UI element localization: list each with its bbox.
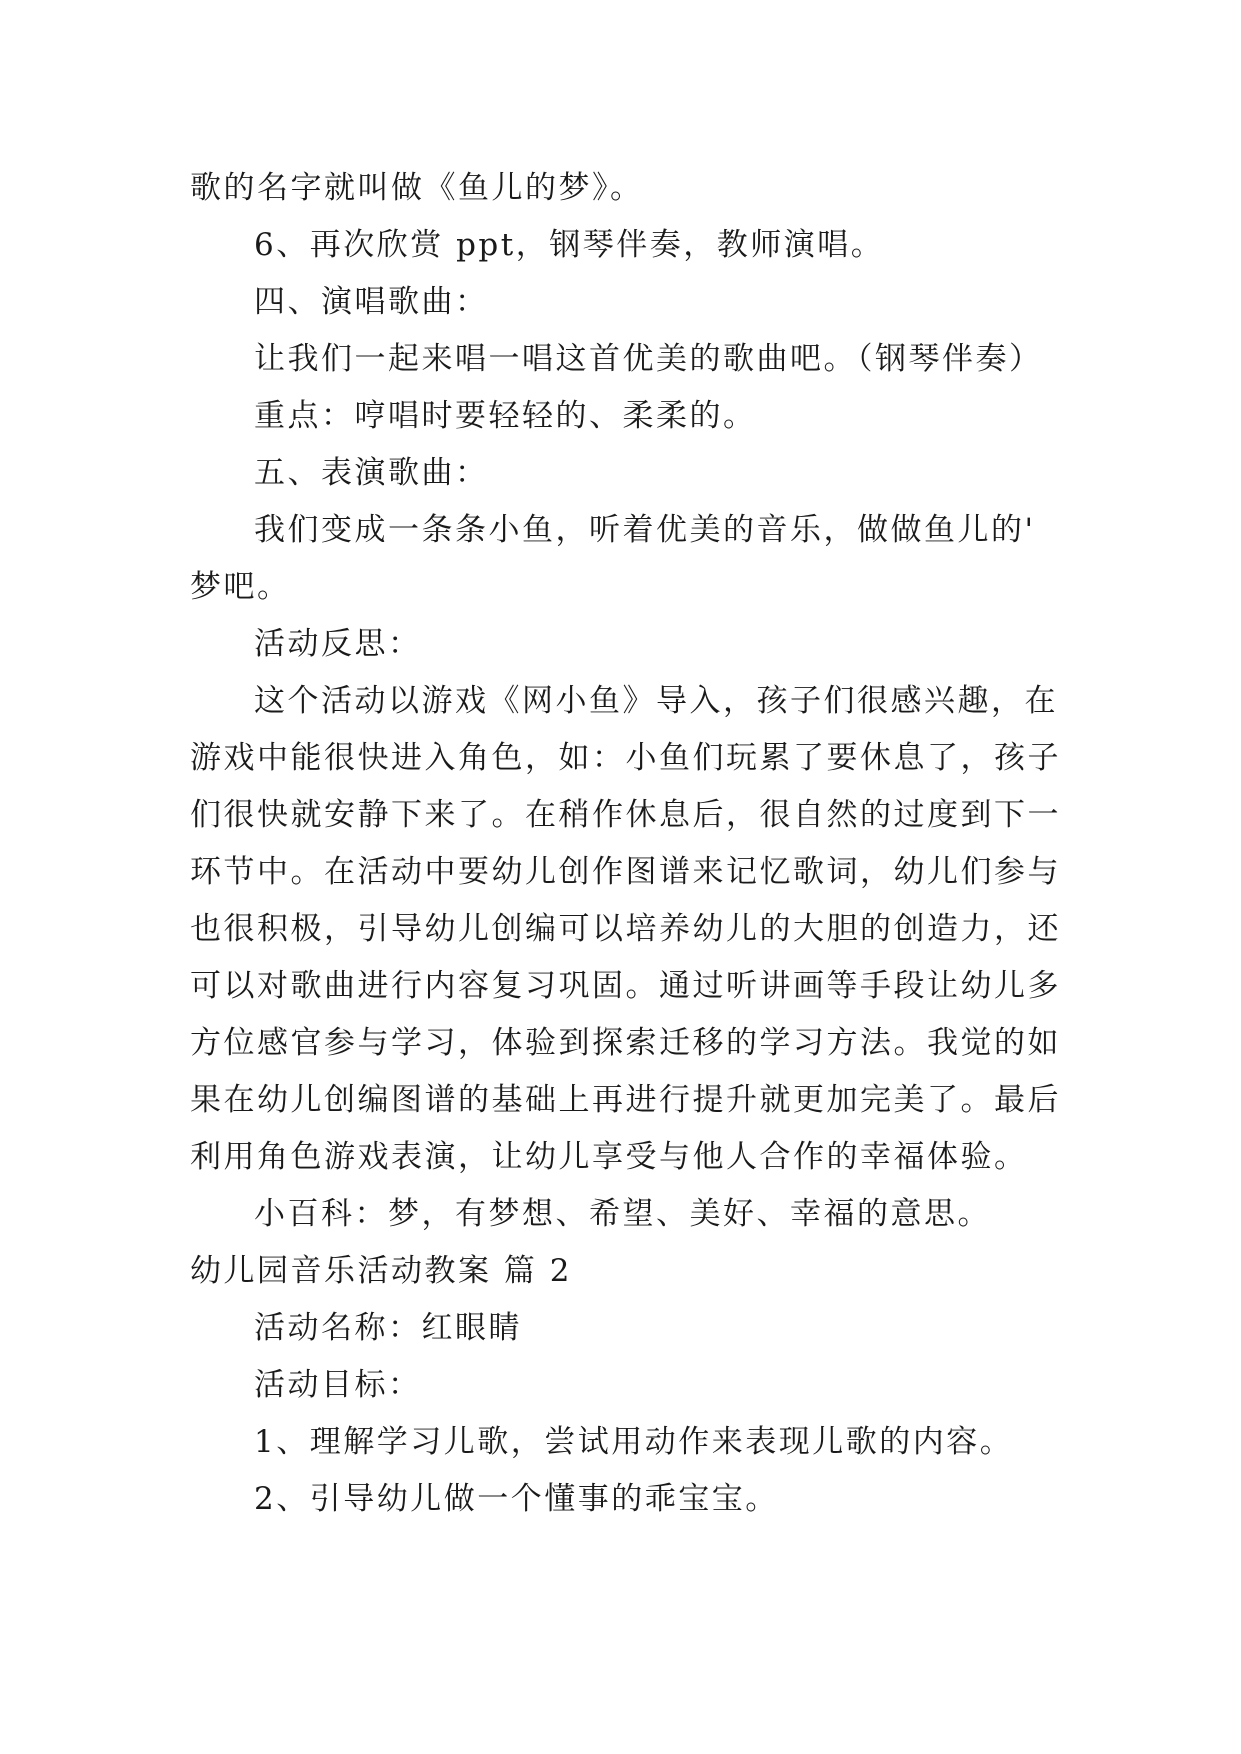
paragraph-line: 6、再次欣赏 ppt，钢琴伴奏，教师演唱。 <box>254 227 885 263</box>
paragraph-line: 我们变成一条条小鱼，听着优美的音乐，做做鱼儿的' <box>254 512 1036 548</box>
paragraph-line: 2、引导幼儿做一个懂事的乖宝宝。 <box>254 1481 779 1517</box>
paragraph-line: 果在幼儿创编图谱的基础上再进行提升就更加完美了。最后 <box>190 1082 1061 1118</box>
lesson-title: 幼儿园音乐活动教案 篇 2 <box>190 1253 572 1289</box>
paragraph-line: 游戏中能很快进入角色，如：小鱼们玩累了要休息了，孩子 <box>190 740 1061 776</box>
paragraph-line: 这个活动以游戏《网小鱼》导入，孩子们很感兴趣，在 <box>254 683 1058 719</box>
paragraph-line: 可以对歌曲进行内容复习巩固。通过听讲画等手段让幼儿多 <box>190 968 1061 1004</box>
paragraph-line: 活动名称：红眼睛 <box>254 1310 522 1346</box>
paragraph-line: 们很快就安静下来了。在稍作休息后，很自然的过度到下一 <box>190 797 1061 833</box>
paragraph-line: 利用角色游戏表演，让幼儿享受与他人合作的幸福体验。 <box>190 1139 1028 1175</box>
section-heading: 五、表演歌曲： <box>254 455 489 491</box>
paragraph-line: 也很积极，引导幼儿创编可以培养幼儿的大胆的创造力，还 <box>190 911 1061 947</box>
section-heading: 活动目标： <box>254 1367 422 1403</box>
paragraph-line: 让我们一起来唱一唱这首优美的歌曲吧。（钢琴伴奏） <box>254 341 1043 377</box>
section-heading: 活动反思： <box>254 626 422 662</box>
section-heading: 四、演唱歌曲： <box>254 284 489 320</box>
paragraph-line: 方位感官参与学习，体验到探索迁移的学习方法。我觉的如 <box>190 1025 1061 1061</box>
paragraph-line: 梦吧。 <box>190 569 291 605</box>
paragraph-line: 环节中。在活动中要幼儿创作图谱来记忆歌词，幼儿们参与 <box>190 854 1061 890</box>
paragraph-line: 重点：哼唱时要轻轻的、柔柔的。 <box>254 398 757 434</box>
paragraph-line: 小百科：梦，有梦想、希望、美好、幸福的意思。 <box>254 1196 991 1232</box>
paragraph-line: 1、理解学习儿歌，尝试用动作来表现儿歌的内容。 <box>254 1424 1014 1460</box>
document-body <box>190 160 1061 1528</box>
paragraph-line: 歌的名字就叫做《鱼儿的梦》。 <box>190 170 644 206</box>
